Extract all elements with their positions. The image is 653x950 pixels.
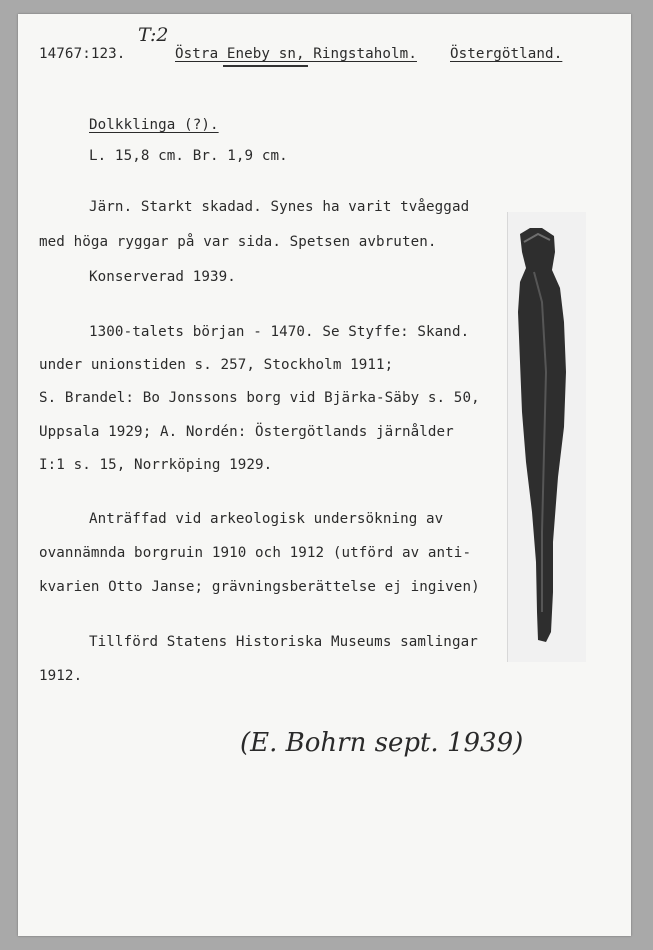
find-line: kvarien Otto Janse; grävningsberättelse ej ingiven) <box>39 579 480 595</box>
dimensions: L. 15,8 cm. Br. 1,9 cm. <box>89 148 288 164</box>
description-line: med höga ryggar på var sida. Spetsen avbruten. <box>39 234 437 250</box>
description-line: Järn. Starkt skadad. Synes ha varit tvåeggad <box>89 199 470 215</box>
handwritten-mark: T:2 <box>138 24 169 46</box>
dating-line: 1300-talets början - 1470. Se Styffe: Skand. <box>89 324 470 340</box>
location: Östra Eneby sn, Ringstaholm. <box>175 46 417 62</box>
acquisition-line: Tillförd Statens Historiska Museums samlingar <box>89 634 478 650</box>
catalog-number: 14767:123. <box>39 46 126 62</box>
find-line: Anträffad vid arkeologisk undersökning av <box>89 511 444 527</box>
catalog-card <box>18 14 631 936</box>
dagger-photo <box>507 212 586 662</box>
object-title: Dolkklinga (?). <box>89 117 219 133</box>
find-line: ovannämnda borgruin 1910 och 1912 (utförd av anti- <box>39 545 472 561</box>
dating-line: S. Brandel: Bo Jonssons borg vid Bjärka-Säby s. 50, <box>39 390 480 406</box>
acquisition-line: 1912. <box>39 668 83 684</box>
province: Östergötland. <box>450 46 563 62</box>
dating-line: Uppsala 1929; A. Nordén: Östergötlands järnålder <box>39 424 454 440</box>
dating-line: under unionstiden s. 257, Stockholm 1911; <box>39 357 394 373</box>
dagger-blade-image <box>508 212 586 662</box>
description-line: Konserverad 1939. <box>89 269 236 285</box>
handwritten-signature: (E. Bohrn sept. 1939) <box>240 728 524 758</box>
underline-dash <box>223 65 308 67</box>
dating-line: I:1 s. 15, Norrköping 1929. <box>39 457 273 473</box>
